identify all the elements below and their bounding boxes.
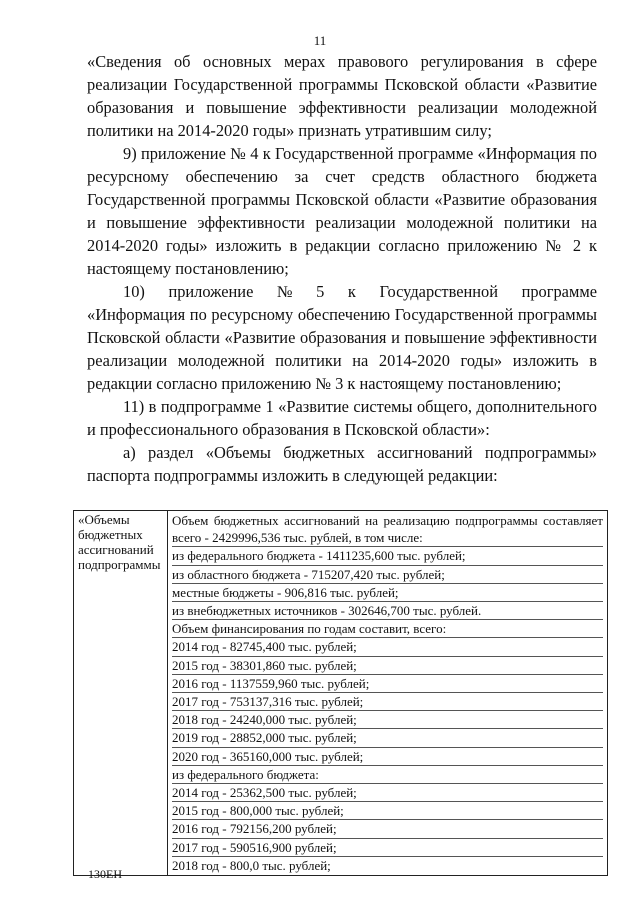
table-line: из федерального бюджета - 1411235,600 тыс. рублей; [172,547,603,565]
budget-allocation-table [73,510,608,876]
table-line: из областного бюджета - 715207,420 тыс. рублей; [172,566,603,584]
paragraph-item-10-first-line [87,280,597,303]
table-intro-text: Объем бюджетных ассигнований на реализацию подпрограммы составляет всего - 2429996,536 тыс. рублей, в том числе: [172,512,603,547]
word: приложение [168,282,254,301]
word: 5 [316,282,325,301]
document-body [87,50,597,487]
table-label-cell: «Объемы бюджетных ассигнований подпрограммы [74,511,168,876]
table-content-cell [168,511,608,876]
table-line: 2015 год - 38301,860 тыс. рублей; [172,657,603,675]
word: Государственной [379,282,499,301]
table-line: 2014 год - 82745,400 тыс. рублей; [172,638,603,656]
document-code: 130ЕН [88,867,122,881]
table-line: из федерального бюджета: [172,766,603,784]
table-line: 2017 год - 753137,316 тыс. рублей; [172,693,603,711]
page-number: 11 [313,33,327,48]
table-line: 2017 год - 590516,900 рублей; [172,839,603,857]
table-line: местные бюджеты - 906,816 тыс. рублей; [172,584,603,602]
table-line: из внебюджетных источников - 302646,700 тыс. рублей. [172,602,603,620]
table-line: 2016 год - 1137559,960 тыс. рублей; [172,675,603,693]
paragraph-repeal-statement: «Сведения об основных мерах правового регулирования в сфере реализации Государственной программы Псковской области «Развитие образования и повышение эффективности реализации молодежной политики на 2014-2020 годы» признать утратившим силу; [87,52,597,140]
paragraph-item-9: 9) приложение № 4 к Государственной программе «Информация по ресурсному обеспечению за счет средств областного бюджета Государственной программы Псковской области «Развитие образования и повышение эффективности реализации молодежной политики на 2014-2020 годы» изложить в редакции согласно приложению № 2 к настоящему постановлению; [87,144,597,278]
word: к [347,282,356,301]
paragraph-item-10-rest: «Информация по ресурсному обеспечению Государственной программы Псковской области «Развитие образования и повышение эффективности реализации молодежной политики на 2014-2020 годы» изложить в редакции согласно приложению № 3 к настоящему постановлению; [87,305,597,393]
word: № [276,282,293,301]
table-line: 2020 год - 365160,000 тыс. рублей; [172,748,603,766]
table-line: 2018 год - 24240,000 тыс. рублей; [172,711,603,729]
table-line: 2018 год - 800,0 тыс. рублей; [172,857,331,873]
table-line: 2019 год - 28852,000 тыс. рублей; [172,729,603,747]
table-row [74,511,608,876]
paragraph-item-11: 11) в подпрограмме 1 «Развитие системы общего, дополнительного и профессионального образования в Псковской области»: [87,397,597,439]
word: программе [521,282,597,301]
table-line: 2016 год - 792156,200 рублей; [172,820,603,838]
table-line: 2015 год - 800,000 тыс. рублей; [172,802,603,820]
word: 10) [123,282,145,301]
table-line: Объем финансирования по годам составит, всего: [172,620,603,638]
paragraph-item-a: а) раздел «Объемы бюджетных ассигнований подпрограммы» паспорта подпрограммы изложить в следующей редакции: [87,443,597,485]
table-line: 2014 год - 25362,500 тыс. рублей; [172,784,603,802]
